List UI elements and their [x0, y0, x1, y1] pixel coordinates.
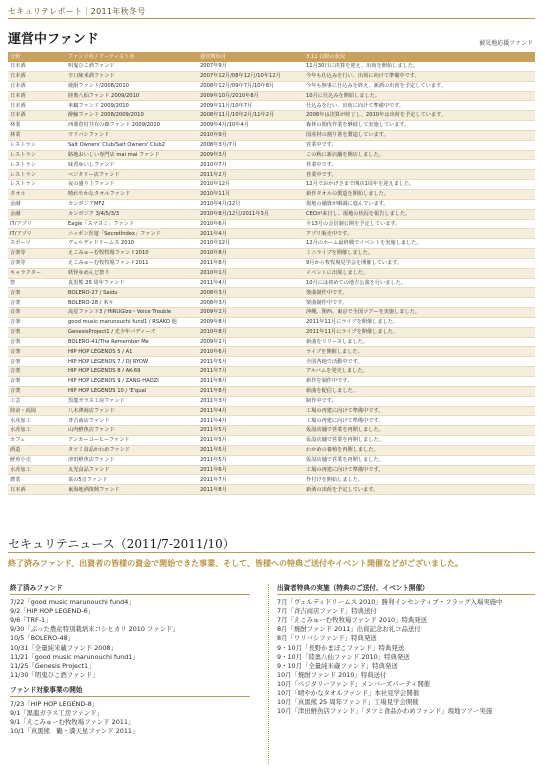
started-projects-list [10, 700, 250, 736]
cell-start-month: 2011年5月 [198, 455, 304, 465]
column-header-category: 分野 [8, 52, 66, 62]
cell-status: 楽曲制作中です。 [304, 288, 535, 298]
cell-status: 仮設店舗で営業を再開しました。 [304, 426, 535, 436]
investor-benefit-item: 8月「ワリバシファンド」特典発送 [277, 634, 377, 643]
started-project-item: 9/1「黒龍ガラス工房ファンド」 [10, 709, 104, 718]
cell-category: 日本酒 [8, 91, 66, 101]
investor-benefit-item: 8月「焼酎ファンド 2011」出資記念お礼コ品送付 [277, 625, 421, 634]
cell-fund-name: good music marunouchi fund1 / RSAKO 他 [66, 317, 198, 327]
cell-category: 音楽 [8, 367, 66, 377]
cell-fund-name: ワリバシファンド [66, 130, 198, 140]
cell-start-month: 2011年8月 [198, 258, 304, 268]
cell-category: 林業 [8, 130, 66, 140]
cell-category: 日本酒 [8, 81, 66, 91]
cell-status: 作付けを開始しました。 [304, 475, 535, 485]
cell-start-month: 2011年5月 [198, 436, 304, 446]
cell-status: 営業中です。 [304, 170, 535, 180]
cell-category: IT/アプリ [8, 219, 66, 229]
completed-fund-item: 11/21「good music marunouchi fund1」 [10, 652, 139, 661]
investor-benefit-item: 10月「ベジタリーファンド」メンバーズパーティ開催 [277, 679, 431, 688]
cell-category: 農業 [8, 475, 66, 485]
cell-status: 10月に仕込みを開始しました。 [304, 91, 535, 101]
cell-start-month: 2010年1月 [198, 268, 304, 278]
investor-benefits-column [277, 584, 535, 716]
cell-fund-name: HIP HOP LEGENDS 5 / A1 [66, 347, 198, 357]
cell-category: 水産加工 [8, 426, 66, 436]
news-lead-text: 終了済みファンド、出資者の皆様の資金で開始できた事業、そして、皆様への特典ご送付やイベント開催などがございました。 [8, 559, 463, 568]
cell-start-month: 2008年11月/10年2月/11年2月 [198, 111, 304, 121]
table-row [8, 377, 535, 387]
cell-category: 音楽 [8, 386, 66, 396]
cell-start-month: 2011年4月 [198, 416, 304, 426]
cell-start-month: 2010年6月 [198, 347, 304, 357]
table-row [8, 327, 535, 337]
cell-category: 音楽等 [8, 258, 66, 268]
investor-benefit-item: 10月「焼酎ファンド 2010」特典送付 [277, 670, 387, 679]
cell-start-month: 2009年11月/10年7月 [198, 101, 304, 111]
cell-start-month: 2010年8月 [198, 327, 304, 337]
cell-status: わかめの養殖を再開しました。 [304, 445, 535, 455]
cell-start-month: 2011年6月 [198, 465, 304, 475]
cell-fund-name: 山内鮮魚店ファンド [66, 426, 198, 436]
investor-benefit-item: 9・10月「長野かまぼこファンド」特典発送 [277, 643, 405, 652]
disaster-fund-note: 被災地応援ファンド [479, 40, 533, 47]
cell-category: レストラン [8, 150, 66, 160]
cell-category: 音楽 [8, 288, 66, 298]
news-divider [8, 552, 535, 553]
completed-funds-heading: 終了済みファンド [10, 584, 250, 595]
table-row [8, 308, 535, 318]
cell-status: 工場の再建に向けて準備中です。 [304, 416, 535, 426]
completed-fund-item: 9/2「HIP HOP LEGEND-6」 [10, 607, 95, 616]
table-row [8, 416, 535, 426]
cell-status: アプリ販売中です。 [304, 229, 535, 239]
table-header-row [8, 52, 535, 62]
table-row [8, 298, 535, 308]
table-row [8, 475, 535, 485]
cell-status: 森林の間伐作業を継続して実施しています。 [304, 121, 535, 131]
table-row [8, 485, 535, 495]
cell-status: 10月には初めての地方公演を行いました。 [304, 278, 535, 288]
cell-fund-name: カンボジアMF2 [66, 199, 198, 209]
table-row [8, 219, 535, 229]
cell-fund-name: HIP HOP LEGENDS 7 / DJ RYOW [66, 357, 198, 367]
cell-category: 日本酒 [8, 485, 66, 495]
cell-status: 新曲をリリースしました。 [304, 337, 535, 347]
completed-fund-item: 11/30「明鬼ひこ酒ファンド」 [10, 670, 99, 679]
cell-category: 音楽 [8, 317, 66, 327]
cell-fund-name: 焼酎ファンド/2008/2010 [66, 81, 198, 91]
started-project-item: 10/1「真黒熊 鶴・満天星ファンド 2011」 [10, 727, 139, 736]
cell-start-month: 2011年5月 [198, 426, 304, 436]
cell-status: 制作中です。 [304, 396, 535, 406]
table-row [8, 465, 535, 475]
table-row [8, 189, 535, 199]
table-row [8, 396, 535, 406]
table-row [8, 81, 535, 91]
cell-category: 日本酒 [8, 62, 66, 71]
cell-status: 新作タオルの製造を開始しました。 [304, 189, 535, 199]
cell-fund-name: えこみゅーむ牧牧場ファンド2010 [66, 249, 198, 259]
cell-fund-name: HIP HOP LEGENDS 9 / ZANG HAOZI [66, 377, 198, 387]
table-row [8, 180, 535, 190]
cell-status: 全国各地で活動中です。 [304, 357, 535, 367]
cell-status: イベントに出展しました。 [304, 268, 535, 278]
cell-start-month: 2008年12月/09年7月/10年8月 [198, 81, 304, 91]
cell-fund-name: 米鶴ファンド 2009/2010 [66, 101, 198, 111]
cell-category: 日本酒 [8, 111, 66, 121]
started-project-item: 7/23「HIP HOP LEGEND-8」 [10, 700, 99, 709]
cell-start-month: 2010年8月 [198, 249, 304, 259]
table-row [8, 209, 535, 219]
table-row [8, 386, 535, 396]
cell-fund-name: 酔鯨ファンド 2008/2009/2010 [66, 111, 198, 121]
cell-start-month: 2010年12月 [198, 239, 304, 249]
cell-category: 音楽 [8, 357, 66, 367]
report-header: セキュリテレポート｜2011年秋冬号 [8, 7, 146, 16]
cell-status: 9月から牧牧場見学会を開催しています。 [304, 258, 535, 268]
cell-status: 沖縄、関西、東京で全国ツアーを実施しました。 [304, 308, 535, 318]
cell-fund-name: BOLERO-27 / Saidu [66, 288, 198, 298]
cell-fund-name: 真黒熊 25 周年ファンド [66, 278, 198, 288]
cell-status: 全13号の会員制公開を予定しています。 [304, 219, 535, 229]
table-row [8, 268, 535, 278]
cell-category: キャラクター [8, 268, 66, 278]
cell-category: 音楽 [8, 347, 66, 357]
table-row [8, 229, 535, 239]
column-header-start-month: 運営開始月 [198, 52, 304, 62]
cell-status: 今年も仕込みを行い、出荷に向けて準備中です。 [304, 71, 535, 81]
cell-category: 音楽 [8, 327, 66, 337]
table-row [8, 121, 535, 131]
cell-start-month: 2009年3月 [198, 150, 304, 160]
table-row [8, 367, 535, 377]
cell-fund-name: 西粟倉村共有の森ファンド 2009/2010 [66, 121, 198, 131]
cell-fund-name: 路地おいしい専門店 mai mai ファンド [66, 150, 198, 160]
cell-category: 酒造 [8, 445, 66, 455]
cell-start-month: 2011年4月 [198, 278, 304, 288]
cell-status: この秋に新店舗を開店しました。 [304, 150, 535, 160]
cell-fund-name: 八木澤商店ファンド [66, 406, 198, 416]
table-row [8, 150, 535, 160]
table-row [8, 278, 535, 288]
cell-category: レストラン [8, 170, 66, 180]
cell-fund-name: タツミ食品かわめファンド [66, 445, 198, 455]
cell-start-month: 2011年4月 [198, 229, 304, 239]
cell-fund-name: 晴れやかなタオルファンド [66, 189, 198, 199]
cell-category: レストラン [8, 160, 66, 170]
cell-start-month: 2007年9月 [198, 62, 304, 71]
investor-benefit-item: 7月「斉吉商店ファンド」特典送付 [277, 607, 377, 616]
cell-fund-name: 味香ゆいしファンド [66, 160, 198, 170]
cell-start-month: 2010年4月/12月 [198, 199, 304, 209]
column-header-status: 3.11 以降の状況 [304, 52, 535, 62]
cell-status: CEOが来日し、現地の状況を報告しました。 [304, 209, 535, 219]
cell-status: 11月30日に決算を迎え、出荷を開始しました。 [304, 62, 535, 71]
table-row [8, 357, 535, 367]
cell-start-month: 2010年12月 [198, 180, 304, 190]
column-divider [268, 584, 269, 764]
cell-category: 音楽 [8, 308, 66, 318]
cell-category: レストラン [8, 140, 66, 150]
cell-fund-name: えこみゅーむ牧牧場ファンド2011 [66, 258, 198, 268]
cell-status: 2011年11月にライブを開催しました。 [304, 327, 535, 337]
cell-start-month: 2010年7月 [198, 160, 304, 170]
cell-status: 国産材の割り箸を製造しています。 [304, 130, 535, 140]
cell-category: 音楽 [8, 298, 66, 308]
table-row [8, 91, 535, 101]
investor-benefit-item: 10月「晴やかなタオルファンド」本社見学会開催 [277, 689, 420, 698]
cell-fund-name: 流星ファンド3 / HIRUGIzo・Voice Trouble [66, 308, 198, 318]
table-row [8, 170, 535, 180]
cell-start-month: 2011年7月 [198, 475, 304, 485]
cell-start-month: 2010年11月 [198, 189, 304, 199]
cell-category: 祭 [8, 278, 66, 288]
cell-status: ミニライブを開催しました。 [304, 249, 535, 259]
cell-start-month: 2010年9月 [198, 130, 304, 140]
cell-status: 新酒の出荷を予定しています。 [304, 485, 535, 495]
cell-start-month: 2010年6月 [198, 219, 304, 229]
cell-category: 音楽等 [8, 249, 66, 259]
cell-fund-name: BOLERO-28 / 米々 [66, 298, 198, 308]
table-row [8, 426, 535, 436]
cell-status: 今年も無事に仕込みを終え、新酒の出荷を予定しています。 [304, 81, 535, 91]
table-row [8, 130, 535, 140]
investor-benefit-item: 10月「津田鮮魚店ファンド」「タツミ食品かわめファンド」現地ツアー実施 [277, 707, 493, 716]
table-row [8, 347, 535, 357]
table-row [8, 337, 535, 347]
table-row [8, 288, 535, 298]
cell-fund-name: Eagle「スマヨミ」ファンド [66, 219, 198, 229]
cell-start-month: 2009年2月 [198, 337, 304, 347]
table-row [8, 436, 535, 446]
cell-fund-name: 斉吉商店ファンド [66, 416, 198, 426]
table-row [8, 239, 535, 249]
cell-category: 音楽 [8, 377, 66, 387]
cell-fund-name: 辛口純米酒ファンド [66, 71, 198, 81]
cell-fund-name: ニッポン医遊「SecretIndex」ファンド [66, 229, 198, 239]
cell-status: 新曲を配信しました。 [304, 386, 535, 396]
table-row [8, 406, 535, 416]
cell-start-month: 2009年2月 [198, 308, 304, 318]
cell-category: タオル [8, 189, 66, 199]
cell-start-month: 2007年12月/08年12月/10年12月 [198, 71, 304, 81]
section-title-news: セキュリテニュース（2011/7-2011/10） [8, 537, 235, 551]
investor-benefit-item: 9・10月「陸奥八仙ファンド 2010」特典発送 [277, 652, 410, 661]
cell-status: 工場の再建に向けて準備中です。 [304, 406, 535, 416]
table-body [8, 62, 535, 495]
cell-status: 仮設店舗で営業を再開しました。 [304, 436, 535, 446]
cell-category: 工芸 [8, 396, 66, 406]
table-row [8, 249, 535, 259]
cell-fund-name: 陸奥八仙ファンド 2009/2010 [66, 91, 198, 101]
cell-fund-name: 丸光食品ファンド [66, 465, 198, 475]
cell-category: 水産加工 [8, 416, 66, 426]
cell-category: 林業 [8, 121, 66, 131]
completed-fund-item: 9/6「TRF-1」 [10, 616, 52, 625]
completed-funds-list [10, 598, 250, 680]
cell-start-month: 2011年4月 [198, 406, 304, 416]
section-title-active-funds: 運営中ファンド [8, 32, 99, 47]
cell-start-month: 2011年8月 [198, 386, 304, 396]
cell-fund-name: アンカーコーヒーファンド [66, 436, 198, 446]
column-header-fund-name: ファンド名 / アーティスト名 [66, 52, 198, 62]
cell-fund-name: 妖怪ゆめんど祭り [66, 268, 198, 278]
cell-fund-name: ベジタリー店ファンド [66, 170, 198, 180]
table-row [8, 140, 535, 150]
cell-status: 12月でおかげさまで開店1周年を迎えました。 [304, 180, 535, 190]
cell-status: 12月のホーム最終戦でイベントを実施しました。 [304, 239, 535, 249]
cell-start-month: 2011年8月 [198, 377, 304, 387]
investor-benefit-item: 9・10月「全量純米蔵ファンド」特典発送 [277, 661, 398, 670]
investor-benefits-heading: 出資者特典の実施（特典のご送付、イベント開催） [277, 584, 535, 595]
cell-category: レストラン [8, 180, 66, 190]
cell-fund-name: BOLERO-41/The Remember Me [66, 337, 198, 347]
investor-benefits-list [277, 598, 535, 716]
completed-fund-item: 10/31「全量純米蔵ファンド 2008」 [10, 643, 117, 652]
cell-start-month: 2011年2月 [198, 170, 304, 180]
cell-status: 新作を制作中です。 [304, 377, 535, 387]
cell-status: 仕込みを行い、出荷に向けて準備中です。 [304, 101, 535, 111]
cell-category: 日本酒 [8, 71, 66, 81]
cell-category: IT/アプリ [8, 229, 66, 239]
cell-fund-name: HIP HOP LEGENDS 8 / AK-69 [66, 367, 198, 377]
cell-status: ライブを開催しました。 [304, 347, 535, 357]
cell-fund-name: 黒龍ガラス工房ファンド [66, 396, 198, 406]
table-row [8, 258, 535, 268]
completed-fund-item: 11/25「Genesis Project1」 [10, 661, 95, 670]
active-funds-table [8, 52, 535, 495]
cell-fund-name: HIP HOP LEGENDS 10 / 'E'qual [66, 386, 198, 396]
header-divider [8, 18, 535, 19]
cell-fund-name: 東海地酒復興ファンド [66, 485, 198, 495]
cell-fund-name: 夜の盛り上ファンド [66, 180, 198, 190]
cell-category: 金融 [8, 209, 66, 219]
cell-start-month: 2011年5月 [198, 357, 304, 367]
cell-status: 現地の融資が順調に進んでいます。 [304, 199, 535, 209]
table-row [8, 317, 535, 327]
cell-fund-name: カンボジア 3/4/5/3/3 [66, 209, 198, 219]
cell-category: 音楽 [8, 337, 66, 347]
cell-category: 日本酒 [8, 101, 66, 111]
cell-fund-name: 明鬼ひこ酒ファンド [66, 62, 198, 71]
investor-benefit-item: 7月「ヴェルディドリームス 2010」勝利インセンティブ・フラッグ入場実施中 [277, 598, 503, 607]
table-row [8, 62, 535, 71]
cell-fund-name: Salt Owners' Club/Salt Owners' Club2 [66, 140, 198, 150]
cell-category: スポーツ [8, 239, 66, 249]
cell-start-month: 2010年8月/12月/2011年3月 [198, 209, 304, 219]
cell-start-month: 2011年7月 [198, 367, 304, 377]
table-row [8, 101, 535, 111]
table-row [8, 199, 535, 209]
completed-funds-column [10, 584, 250, 736]
completed-fund-item: 10/5「BOLERO-48」 [10, 634, 75, 643]
table-row [8, 71, 535, 81]
cell-start-month: 2008年3月/7月 [198, 140, 304, 150]
cell-fund-name: 津田鮮魚店ファンド [66, 455, 198, 465]
cell-status: 楽曲制作中です。 [304, 298, 535, 308]
cell-status: 営業中です。 [304, 140, 535, 150]
investor-benefit-item: 7月「えこみゅーむ牧牧場ファンド 2010」特典発送 [277, 616, 428, 625]
cell-start-month: 2008年3月 [198, 298, 304, 308]
table-row [8, 455, 535, 465]
started-project-item: 9/1「えこみゅーむ牧牧場ファンド 2011」 [10, 718, 135, 727]
table-row [8, 160, 535, 170]
cell-fund-name: GenesisProject1 / 光少年バディーズ [66, 327, 198, 337]
cell-fund-name: 菜の5音ファンド [66, 475, 198, 485]
cell-start-month: 2011年5月 [198, 445, 304, 455]
cell-start-month: 2008年3月 [198, 288, 304, 298]
cell-start-month: 2009年8月 [198, 317, 304, 327]
started-projects-heading: ファンド対象事業の開始 [10, 686, 250, 697]
cell-status: 営業中です。 [304, 160, 535, 170]
cell-category: カフェ [8, 436, 66, 446]
table-row [8, 445, 535, 455]
cell-category: 金融 [8, 199, 66, 209]
cell-fund-name: ヴェルディドリームス 2010 [66, 239, 198, 249]
cell-status: 2008年は決算が終了し、2010年は出荷を予定しています。 [304, 111, 535, 121]
cell-status: 工場の再建に向けて準備中です。 [304, 465, 535, 475]
table-row [8, 111, 535, 121]
cell-start-month: 2011年3月 [198, 396, 304, 406]
cell-start-month: 2009年10月/2010年8月 [198, 91, 304, 101]
cell-start-month: 2011年8月 [198, 485, 304, 495]
cell-status: 仮設店舗で営業を再開しました。 [304, 455, 535, 465]
cell-category: 鮮魚小売 [8, 455, 66, 465]
cell-status: アルバムを発売しました。 [304, 367, 535, 377]
completed-fund-item: 9/30「ぶった農産特別栽培米コシヒカリ 2010 ファンド」 [10, 625, 179, 634]
completed-fund-item: 7/22「good music marunouchi fund4」 [10, 598, 135, 607]
cell-start-month: 2009年4月/10年4月 [198, 121, 304, 131]
investor-benefit-item: 10月「真黒熊 25 周年ファンド」工場見学会開催 [277, 698, 419, 707]
cell-status: 2011年11月にライブを開催しました。 [304, 317, 535, 327]
cell-category: 水産加工 [8, 465, 66, 475]
cell-category: 陸前・福岡 [8, 406, 66, 416]
